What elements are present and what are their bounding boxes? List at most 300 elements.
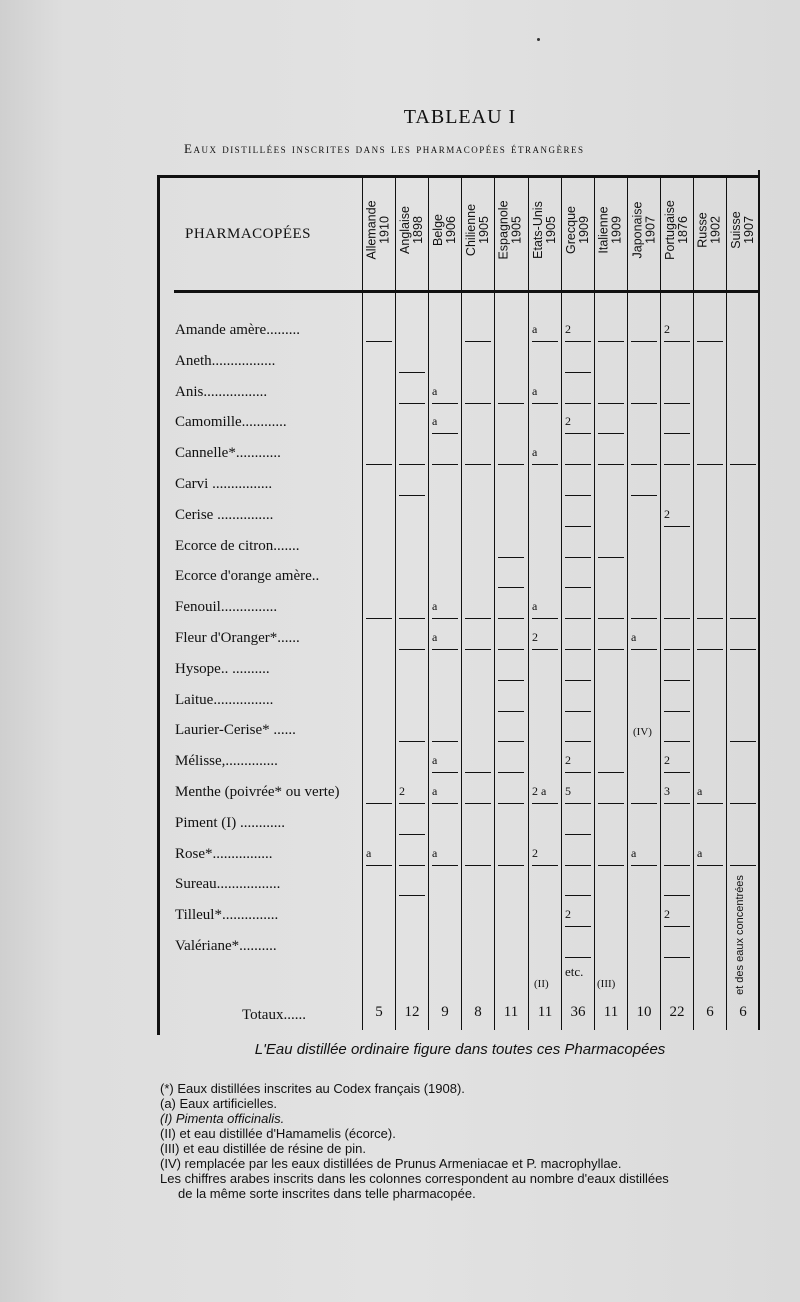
table-cell — [561, 505, 595, 529]
table-cell — [428, 751, 462, 775]
column-year: 1909 — [577, 216, 592, 244]
column-year: 1909 — [610, 216, 625, 244]
table-cell — [494, 720, 528, 744]
table-cell — [428, 597, 462, 621]
cell-value: 2 — [565, 907, 571, 921]
dash-mark — [498, 680, 524, 681]
column-country: Belge — [430, 214, 445, 246]
dash-mark — [465, 403, 491, 404]
cell-value: 2 a — [532, 784, 547, 798]
table-cell — [660, 690, 694, 714]
table-cell — [528, 844, 562, 868]
table-cell — [660, 382, 694, 406]
column-header-text — [399, 206, 425, 254]
column-header-text — [631, 202, 657, 259]
table-cell — [561, 351, 595, 375]
cell-value: 2 — [664, 753, 670, 767]
table-cell — [594, 782, 628, 806]
dash-mark — [598, 433, 624, 434]
table-cell — [561, 443, 595, 467]
dash-mark — [598, 618, 624, 619]
table-cell — [561, 659, 595, 683]
dash-mark — [366, 865, 392, 866]
dash-mark — [697, 464, 723, 465]
dash-mark — [664, 711, 690, 712]
dash-mark — [664, 895, 690, 896]
table-cell — [660, 505, 694, 529]
column-country: Anglaise — [398, 206, 413, 254]
row-label: Laitue................ — [175, 692, 274, 708]
column-year: 1905 — [477, 216, 491, 244]
table-cell — [494, 782, 528, 806]
table-cell — [395, 597, 429, 621]
column-year: 1907 — [643, 216, 657, 244]
cell-value: a — [532, 322, 538, 336]
table-cell — [528, 443, 562, 467]
scan-speck — [537, 38, 540, 41]
total-value: 11 — [603, 1004, 619, 1020]
column-header-text — [664, 200, 690, 260]
dash-mark — [565, 895, 591, 896]
side-note-text: et des eaux concentrées — [734, 875, 747, 995]
dash-mark — [565, 587, 591, 588]
row-label: Cerise ............... — [175, 507, 274, 523]
cell-value: a — [532, 384, 538, 398]
dash-mark — [565, 372, 591, 373]
dash-mark — [432, 649, 458, 650]
table-cell — [660, 597, 694, 621]
table-cell — [494, 751, 528, 775]
dash-mark — [366, 803, 392, 804]
dash-mark — [631, 495, 657, 496]
table-cell — [627, 844, 661, 868]
cell-value: a — [432, 599, 438, 613]
column-header — [561, 180, 595, 280]
dash-mark — [532, 803, 558, 804]
table-subtitle: Eaux distillées inscrites dans les pharmacopées étrangères — [184, 141, 585, 156]
dash-mark — [631, 341, 657, 342]
dash-mark — [697, 865, 723, 866]
dash-mark — [532, 341, 558, 342]
table-cell — [726, 720, 760, 744]
row-label: Laurier-Cerise* ...... — [175, 722, 296, 738]
table-cell — [660, 720, 694, 744]
row-label: Fleur d'Oranger*...... — [175, 630, 300, 646]
row-label: Camomille............ — [175, 414, 287, 430]
table-cell — [594, 628, 628, 652]
dash-mark — [631, 803, 657, 804]
table-cell — [428, 720, 462, 744]
column-header-text — [366, 200, 392, 259]
row-label: Carvi ................ — [175, 476, 273, 492]
row-label: Hysope.. .......... — [175, 661, 270, 677]
table-cell — [561, 412, 595, 436]
dash-mark — [565, 803, 591, 804]
table-cell — [494, 628, 528, 652]
table-cell — [594, 536, 628, 560]
dash-mark — [565, 957, 591, 958]
dash-mark — [465, 772, 491, 773]
dash-mark — [730, 464, 756, 465]
table-cell — [627, 720, 661, 744]
table-cell — [594, 320, 628, 344]
table-cell — [594, 751, 628, 775]
dash-mark — [432, 618, 458, 619]
dash-mark — [664, 772, 690, 773]
cell-value: 3 — [664, 784, 670, 798]
table-cell — [395, 628, 429, 652]
footnote: (*) Eaux distillées inscrites au Codex français (1908). — [160, 1081, 465, 1096]
row-label: Aneth................. — [175, 353, 276, 369]
table-cell — [561, 844, 595, 868]
header-label: PHARMACOPÉES — [185, 226, 312, 242]
dash-mark — [598, 403, 624, 404]
table-cell — [726, 443, 760, 467]
table-cell — [660, 628, 694, 652]
dash-mark — [366, 464, 392, 465]
table-cell — [494, 536, 528, 560]
cell-value: 2 — [565, 414, 571, 428]
total-value: 8 — [474, 1004, 482, 1020]
cell-value: 2 — [664, 907, 670, 921]
dash-mark — [697, 803, 723, 804]
table-left-rule — [157, 175, 160, 1035]
table-header-rule — [174, 290, 760, 293]
dash-mark — [465, 649, 491, 650]
cell-value: a — [432, 784, 438, 798]
dash-mark — [465, 865, 491, 866]
table-cell — [362, 443, 396, 467]
table-cell — [428, 782, 462, 806]
column-header — [395, 180, 429, 280]
dash-mark — [697, 341, 723, 342]
table-cell — [395, 813, 429, 837]
table-cell — [395, 874, 429, 898]
table-cell — [461, 597, 495, 621]
dash-mark — [399, 895, 425, 896]
table-cell — [528, 628, 562, 652]
table-cell — [494, 597, 528, 621]
table-cell — [693, 782, 727, 806]
table-cell — [561, 905, 595, 929]
cell-value: 2 — [399, 784, 405, 798]
column-header — [627, 180, 661, 280]
dash-mark — [498, 865, 524, 866]
cell-value: a — [432, 414, 438, 428]
total-value: 5 — [375, 1004, 383, 1020]
table-cell — [660, 905, 694, 929]
table-cell — [660, 782, 694, 806]
table-cell — [561, 936, 595, 960]
dash-mark — [565, 433, 591, 434]
dash-mark — [399, 618, 425, 619]
dash-mark — [366, 341, 392, 342]
table-cell — [561, 720, 595, 744]
table-cell — [627, 320, 661, 344]
column-country: Italienne — [597, 206, 612, 254]
table-cell — [461, 443, 495, 467]
column-header — [693, 180, 727, 280]
dash-mark — [399, 865, 425, 866]
dash-mark — [465, 618, 491, 619]
dash-mark — [730, 741, 756, 742]
dash-mark — [399, 403, 425, 404]
column-header-text — [598, 206, 624, 253]
dash-mark — [631, 618, 657, 619]
table-cell — [627, 628, 661, 652]
dash-mark — [565, 464, 591, 465]
dash-mark — [631, 464, 657, 465]
dash-mark — [664, 926, 690, 927]
column-header — [594, 180, 628, 280]
table-cell — [362, 782, 396, 806]
dash-mark — [631, 403, 657, 404]
column-country: Espagnole — [497, 200, 512, 260]
row-label: Amande amère......... — [175, 322, 300, 338]
table-cell — [627, 782, 661, 806]
table-cell — [561, 566, 595, 590]
column-country: Russe — [696, 212, 710, 248]
dash-mark — [664, 680, 690, 681]
dash-mark — [664, 865, 690, 866]
dash-mark — [432, 772, 458, 773]
row-label: Ecorce de citron....... — [175, 538, 300, 554]
column-year: 1905 — [510, 216, 525, 244]
table-cell — [561, 782, 595, 806]
table-cell — [660, 751, 694, 775]
table-cell — [395, 720, 429, 744]
table-cell — [428, 382, 462, 406]
dash-mark — [532, 464, 558, 465]
cell-value: 5 — [565, 784, 571, 798]
column-year: 1902 — [709, 216, 723, 244]
column-year: 1906 — [443, 216, 458, 244]
dash-mark — [565, 680, 591, 681]
table-cell — [693, 443, 727, 467]
table-cell — [693, 844, 727, 868]
dash-mark — [664, 341, 690, 342]
table-cell — [660, 659, 694, 683]
table-cell — [528, 320, 562, 344]
table-cell — [362, 597, 396, 621]
table-cell — [561, 597, 595, 621]
dash-mark — [565, 865, 591, 866]
dash-mark — [730, 649, 756, 650]
table-cell — [693, 628, 727, 652]
table-cell — [561, 690, 595, 714]
table-cell — [627, 443, 661, 467]
dash-mark — [598, 865, 624, 866]
column-header — [461, 180, 495, 280]
dash-mark — [432, 803, 458, 804]
dash-mark — [598, 341, 624, 342]
dash-mark — [664, 741, 690, 742]
table-cell — [627, 382, 661, 406]
table-cell — [395, 782, 429, 806]
dash-mark — [598, 649, 624, 650]
table-cell — [660, 936, 694, 960]
dash-mark — [697, 618, 723, 619]
total-value: 9 — [441, 1004, 449, 1020]
column-country: Japonaise — [630, 201, 644, 259]
cell-value: a — [432, 753, 438, 767]
row-label: Rose*................ — [175, 846, 273, 862]
cell-value: a — [697, 846, 703, 860]
dash-mark — [730, 803, 756, 804]
dash-mark — [432, 433, 458, 434]
footnote: Les chiffres arabes inscrits dans les colonnes correspondent au nombre d'eaux distillées — [160, 1171, 669, 1186]
total-value: 12 — [404, 1004, 420, 1020]
cell-value: 2 — [664, 322, 670, 336]
table-cell — [362, 844, 396, 868]
table-cell — [461, 782, 495, 806]
table-cell — [561, 320, 595, 344]
table-cell — [395, 474, 429, 498]
row-label: Sureau................. — [175, 876, 281, 892]
table-cell — [561, 751, 595, 775]
table-title: TABLEAU I — [403, 106, 517, 128]
dash-mark — [565, 557, 591, 558]
dash-mark — [730, 618, 756, 619]
dash-mark — [664, 526, 690, 527]
total-value: 22 — [669, 1004, 685, 1020]
footnote: (III) et eau distillée de résine de pin. — [160, 1141, 366, 1156]
dash-mark — [432, 865, 458, 866]
cell-value: 2 — [664, 507, 670, 521]
column-header-text — [532, 201, 558, 259]
dash-mark — [565, 341, 591, 342]
column-year: 1905 — [544, 216, 558, 244]
cell-value: 2 — [565, 322, 571, 336]
column-header — [528, 180, 562, 280]
note-etats-unis: (II) — [534, 978, 549, 990]
dash-mark — [532, 865, 558, 866]
table-cell — [660, 844, 694, 868]
cell-value: a — [631, 846, 637, 860]
table-cell — [561, 874, 595, 898]
dash-mark — [399, 372, 425, 373]
cell-value: 2 — [532, 846, 538, 860]
total-value: 36 — [570, 1004, 586, 1020]
dash-mark — [432, 741, 458, 742]
dash-mark — [664, 403, 690, 404]
column-year: 1910 — [378, 216, 393, 244]
dash-mark — [366, 618, 392, 619]
table-cell — [494, 566, 528, 590]
footnote: (IV) remplacée par les eaux distillées de Prunus Armeniacae et P. macrophyllae. — [160, 1156, 622, 1171]
dash-mark — [498, 618, 524, 619]
cell-value: a — [432, 630, 438, 644]
column-country: Grecque — [564, 206, 579, 254]
table-cell — [660, 874, 694, 898]
dash-mark — [565, 649, 591, 650]
table-cell — [594, 382, 628, 406]
column-country: Suisse — [729, 211, 743, 249]
table-cell — [494, 844, 528, 868]
total-value: 11 — [537, 1004, 553, 1020]
table-cell — [461, 382, 495, 406]
table-cell — [494, 382, 528, 406]
dash-mark — [565, 618, 591, 619]
cell-note: (IV) — [633, 726, 652, 738]
dash-mark — [498, 711, 524, 712]
table-cell — [528, 382, 562, 406]
footnote: de la même sorte inscrites dans telle pharmacopée. — [178, 1186, 476, 1201]
dash-mark — [399, 803, 425, 804]
column-header — [660, 180, 694, 280]
table-cell — [428, 443, 462, 467]
row-label: Piment (I) ............ — [175, 815, 285, 831]
dash-mark — [399, 464, 425, 465]
column-country: Chilienne — [464, 203, 478, 257]
table-cell — [594, 443, 628, 467]
table-cell — [494, 690, 528, 714]
dash-mark — [465, 803, 491, 804]
column-year: 1876 — [676, 216, 691, 244]
dash-mark — [498, 587, 524, 588]
cell-value: 2 — [565, 753, 571, 767]
note-grecque: etc. — [565, 964, 584, 979]
total-value: 6 — [706, 1004, 714, 1020]
table-cell — [693, 320, 727, 344]
dash-mark — [664, 618, 690, 619]
dash-mark — [532, 649, 558, 650]
table-cell — [594, 597, 628, 621]
dash-mark — [565, 711, 591, 712]
dash-mark — [565, 834, 591, 835]
row-label: Fenouil............... — [175, 599, 278, 615]
column-year: 1898 — [411, 216, 426, 244]
dash-mark — [664, 464, 690, 465]
row-label: Anis................. — [175, 384, 268, 400]
dash-mark — [565, 495, 591, 496]
dash-mark — [664, 803, 690, 804]
column-country: Etats-Unis — [531, 201, 545, 259]
table-cell — [528, 597, 562, 621]
table-cell — [594, 412, 628, 436]
row-label: Ecorce d'orange amère.. — [175, 568, 320, 584]
side-note — [730, 860, 750, 1010]
dash-mark — [399, 834, 425, 835]
table-cell — [528, 782, 562, 806]
column-header-text — [565, 206, 591, 254]
dash-mark — [565, 772, 591, 773]
table-cell — [561, 536, 595, 560]
cell-value: a — [432, 384, 438, 398]
table-cell — [561, 382, 595, 406]
dash-mark — [498, 741, 524, 742]
column-header-text — [498, 200, 524, 259]
dash-mark — [498, 403, 524, 404]
column-header-text — [465, 204, 491, 256]
cell-value: 2 — [532, 630, 538, 644]
column-header — [494, 180, 528, 280]
dash-mark — [465, 464, 491, 465]
dash-mark — [598, 803, 624, 804]
table-cell — [726, 628, 760, 652]
table-cell — [461, 844, 495, 868]
table-cell — [561, 474, 595, 498]
dash-mark — [565, 526, 591, 527]
table-cell — [561, 813, 595, 837]
column-header — [362, 180, 396, 280]
table-cell — [594, 844, 628, 868]
dash-mark — [432, 464, 458, 465]
dash-mark — [498, 557, 524, 558]
footnote: (I) Pimenta officinalis. — [160, 1111, 285, 1126]
total-value: 6 — [739, 1004, 747, 1020]
dash-mark — [631, 649, 657, 650]
